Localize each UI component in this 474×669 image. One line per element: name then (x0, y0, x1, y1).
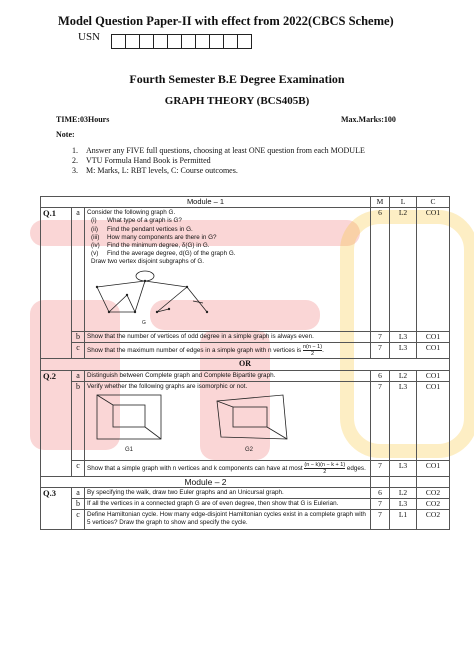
q1b-level: L3 (390, 331, 417, 342)
usn-box[interactable] (167, 34, 182, 49)
usn-box[interactable] (139, 34, 154, 49)
paper-title: Model Question Paper-II with effect from 2022(CBCS Scheme) (58, 14, 394, 28)
q1c-row (41, 343, 450, 359)
subject-title: GRAPH THEORY (BCS405B) (164, 95, 310, 107)
q2-g1-label: G1 (125, 447, 134, 454)
usn-boxes[interactable] (112, 34, 252, 49)
usn-label: USN (78, 31, 101, 43)
usn-box[interactable] (181, 34, 196, 49)
or-label: OR (41, 359, 450, 371)
q3c-marks: 7 (371, 510, 390, 529)
q1a-item-2: (ii) Find the pendant vertices in G. (91, 225, 193, 233)
q3c-outcome: CO2 (417, 510, 450, 529)
q3b-text: If all the vertices in a connected graph G are of even degree, then show that G is Eulerian. (85, 499, 371, 510)
q2b-outcome: CO1 (417, 382, 450, 460)
instructions (72, 146, 417, 176)
q1c-marks: 7 (371, 343, 390, 359)
col-outcome-header: C (417, 197, 450, 208)
q2-graph-g1 (97, 395, 161, 439)
module-2-header-row (41, 476, 450, 487)
q1-graph-label: G (142, 319, 146, 326)
q1a-marks: 6 (371, 208, 390, 332)
q2c-level: L3 (390, 460, 417, 476)
q2-graphs (87, 391, 327, 455)
q2b-level: L3 (390, 382, 417, 460)
q2c-marks: 7 (371, 460, 390, 476)
note-label: Note: (56, 130, 75, 139)
q3a-row (41, 487, 450, 498)
or-row (41, 359, 450, 371)
q3c-text: Define Hamiltonian cycle. How many edge-disjoint Hamiltonian cycles exist in a complete graph with 5 vertices? Draw the graph to show and specify the cycle. (85, 510, 371, 529)
q1c-outcome: CO1 (417, 343, 450, 359)
module-1-header-row (41, 197, 450, 208)
q3c-level: L1 (390, 510, 417, 529)
module-2-header: Module – 2 (41, 476, 371, 487)
q2c-fraction: $\frac{(n - k)(n - k + 1)}{2}$ (304, 461, 346, 475)
q1a-text (85, 208, 371, 332)
q3a-sub: a (72, 487, 85, 498)
q2a-level: L2 (390, 371, 417, 382)
max-marks-label: Max.Marks:100 (341, 115, 396, 124)
q2b-sub: b (72, 382, 85, 460)
q3c-sub: c (72, 510, 85, 529)
q2c-sub: c (72, 460, 85, 476)
question-table (40, 196, 450, 530)
col-level-header: L (390, 197, 417, 208)
q3a-level: L2 (390, 487, 417, 498)
q3a-outcome: CO2 (417, 487, 450, 498)
q2a-sub: a (72, 371, 85, 382)
q2-graph-g2 (217, 395, 287, 439)
q2-g2-label: G2 (245, 447, 254, 454)
q1b-text: Show that the number of vertices of odd degree in a simple graph is always even. (85, 331, 371, 342)
q1b-marks: 7 (371, 331, 390, 342)
q2c-row (41, 460, 450, 476)
q3b-marks: 7 (371, 499, 390, 510)
q2a-row (41, 371, 450, 382)
q2b-marks: 7 (371, 382, 390, 460)
usn-box[interactable] (111, 34, 126, 49)
q1a-intro: Consider the following graph G. (87, 209, 176, 217)
q1a-item-4: (iv) Find the minimum degree, δ(G) in G. (91, 242, 210, 250)
q1-label: Q.1 (41, 208, 72, 359)
q2a-marks: 6 (371, 371, 390, 382)
q1a-row (41, 208, 450, 332)
q1a-tail: Draw two vertex disjoint subgraphs of G. (91, 258, 205, 266)
q1c-level: L3 (390, 343, 417, 359)
q1-graph (87, 267, 237, 327)
instruction-2: 2. VTU Formula Hand Book is Permitted (72, 156, 211, 165)
usn-box[interactable] (223, 34, 238, 49)
q2a-text: Distinguish between Complete graph and Complete Bipartite graph. (85, 371, 371, 382)
q2a-outcome: CO1 (417, 371, 450, 382)
q3c-row (41, 510, 450, 529)
q2c-outcome: CO1 (417, 460, 450, 476)
q1b-sub: b (72, 331, 85, 342)
q3-label: Q.3 (41, 487, 72, 529)
q1c-text: Show that the maximum number of edges in a simple graph with n vertices is $\frac{n(n - 1)}{2}$. (85, 343, 371, 359)
q1a-sub: a (72, 208, 85, 332)
q2-label: Q.2 (41, 371, 72, 477)
usn-box[interactable] (237, 34, 252, 49)
q3a-text: By specifying the walk, draw two Euler graphs and an Unicursal graph. (85, 487, 371, 498)
module-1-header: Module – 1 (41, 197, 371, 208)
instruction-1: 1. Answer any FIVE full questions, choosing at least ONE question from each MODULE (72, 146, 365, 155)
q1b-row (41, 331, 450, 342)
q2b-row (41, 382, 450, 460)
q1c-sub: c (72, 343, 85, 359)
exam-title: Fourth Semester B.E Degree Examination (129, 72, 345, 86)
q1a-item-1: (i) What type of a graph is G? (91, 217, 182, 225)
time-label: TIME:03Hours (56, 115, 110, 124)
instruction-3: 3. M: Marks, L: RBT levels, C: Course outcomes. (72, 166, 238, 175)
q1c-fraction: $\frac{n(n - 1)}{2}$ (302, 344, 323, 358)
q3b-level: L3 (390, 499, 417, 510)
q1a-item-3: (iii) How many components are there in G? (91, 233, 217, 241)
usn-box[interactable] (195, 34, 210, 49)
q3b-sub: b (72, 499, 85, 510)
col-marks-header: M (371, 197, 390, 208)
q2b-text: Verify whether the following graphs are isomorphic or not. G1 G2 (85, 382, 371, 460)
q3a-marks: 6 (371, 487, 390, 498)
usn-box[interactable] (209, 34, 224, 49)
q3b-row (41, 499, 450, 510)
q1b-outcome: CO1 (417, 331, 450, 342)
q1a-outcome: CO1 (417, 208, 450, 332)
usn-box[interactable] (125, 34, 140, 49)
q1a-item-5: (v) Find the average degree, d(G) of the graph G. (91, 250, 236, 258)
q2c-text: Show that a simple graph with n vertices and k components can have at most $\frac{(n - k)(n - k + 1)}{2}$ edges. (85, 460, 371, 476)
q3b-outcome: CO2 (417, 499, 450, 510)
q1a-level: L2 (390, 208, 417, 332)
usn-box[interactable] (153, 34, 168, 49)
